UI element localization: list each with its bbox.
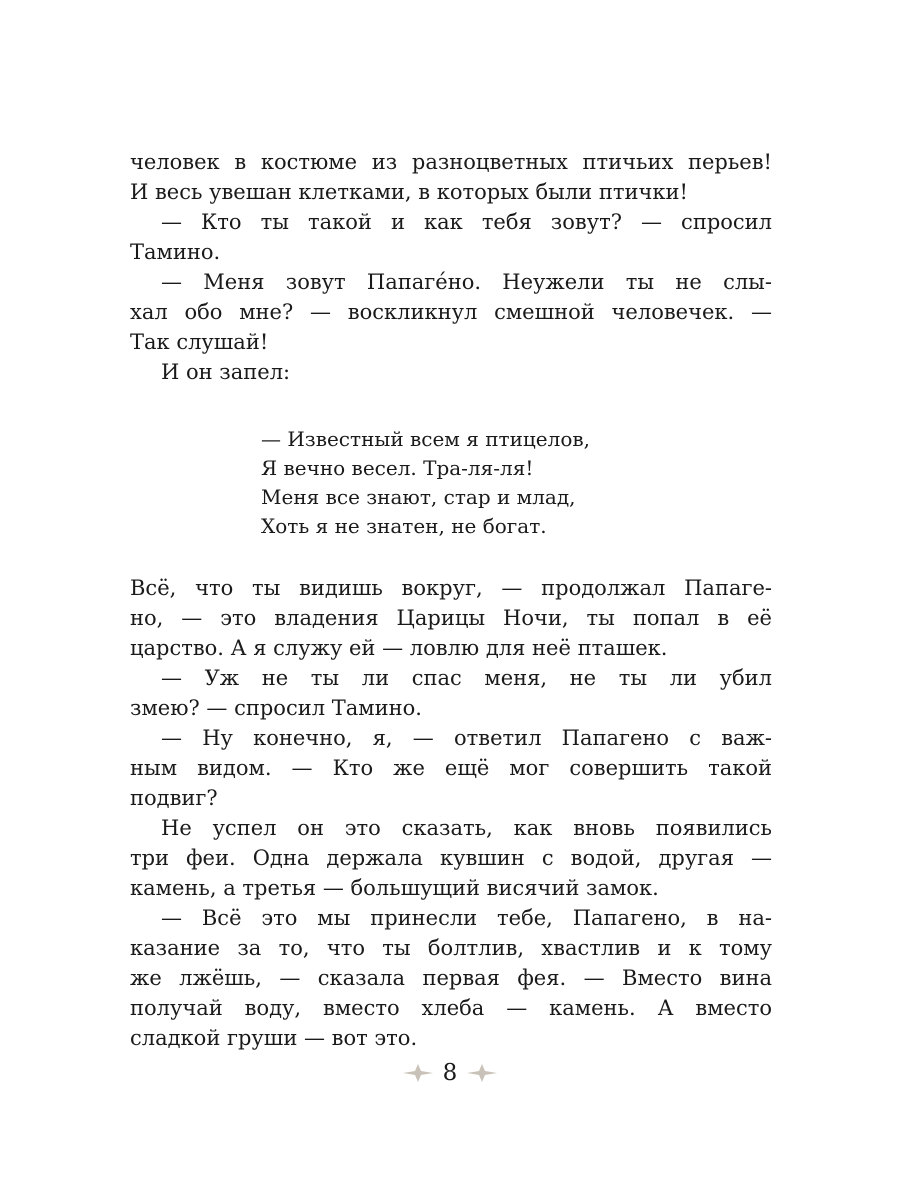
text-line: камень, а третья — большущий висячий замок. bbox=[130, 876, 659, 900]
text-line: — Кто ты такой и как тебя зовут? — спросил bbox=[161, 210, 772, 234]
paragraph bbox=[130, 357, 772, 387]
verse-line: Меня все знают, стар и млад, bbox=[261, 485, 576, 509]
text-line: но, — это владения Царицы Ночи, ты попал в её bbox=[130, 606, 772, 630]
paragraph bbox=[130, 267, 772, 357]
paragraph bbox=[130, 723, 772, 813]
text-line: подвиг? bbox=[130, 786, 218, 810]
text-line: ным видом. — Кто же ещё мог совершить такой bbox=[130, 756, 772, 780]
paragraph bbox=[130, 147, 772, 207]
text-line: змею? — спросил Тамино. bbox=[130, 696, 422, 720]
text-line: Не успел он это сказать, как вновь появились bbox=[161, 816, 772, 840]
verse-block bbox=[261, 425, 772, 541]
paragraph bbox=[130, 903, 772, 1053]
verse-line: Я вечно весел. Тра-ля-ля! bbox=[261, 456, 534, 480]
text-line: получай воду, вместо хлеба — камень. А вместо bbox=[130, 996, 772, 1020]
text-line: — Всё это мы принесли тебе, Папагено, в на- bbox=[161, 906, 772, 930]
paragraph bbox=[130, 207, 772, 267]
prose-after-verse bbox=[130, 573, 772, 1053]
text-line: три феи. Одна держала кувшин с водой, другая — bbox=[130, 846, 772, 870]
text-line: — Ну конечно, я, — ответил Папагено с важ- bbox=[161, 726, 772, 750]
text-line: хал обо мне? — воскликнул смешной человечек. — bbox=[130, 300, 772, 324]
text-line: же лжёшь, — сказала первая фея. — Вместо вина bbox=[130, 966, 772, 990]
paragraph bbox=[130, 813, 772, 903]
four-point-star-icon bbox=[403, 1064, 433, 1082]
text-line: Всё, что ты видишь вокруг, — продолжал Папаге- bbox=[130, 576, 772, 600]
page-text bbox=[130, 147, 772, 1053]
paragraph bbox=[130, 573, 772, 663]
text-line: царство. А я служу ей — ловлю для неё пташек. bbox=[130, 636, 668, 660]
text-line: сладкой груши — вот это. bbox=[130, 1026, 418, 1050]
prose-before-verse bbox=[130, 147, 772, 387]
text-line: Так слушай! bbox=[130, 330, 269, 354]
verse-line: Хоть я не знатен, не богат. bbox=[261, 514, 547, 538]
text-line: И он запел: bbox=[161, 360, 291, 384]
text-line: — Меня зовут Папаге́но. Неужели ты не слы- bbox=[161, 270, 772, 294]
paragraph bbox=[130, 663, 772, 723]
text-line: человек в костюме из разноцветных птичьих перьев! bbox=[130, 150, 772, 174]
text-line: — Уж не ты ли спас меня, не ты ли убил bbox=[161, 666, 772, 690]
verse-line: — Известный всем я птицелов, bbox=[261, 427, 590, 451]
four-point-star-icon bbox=[467, 1064, 497, 1082]
page-folio bbox=[0, 1056, 900, 1090]
page-number: 8 bbox=[442, 1060, 458, 1086]
text-line: казание за то, что ты болтлив, хвастлив и к тому bbox=[130, 936, 772, 960]
text-line: И весь увешан клетками, в которых были птички! bbox=[130, 180, 688, 204]
text-line: Тамино. bbox=[130, 240, 221, 264]
